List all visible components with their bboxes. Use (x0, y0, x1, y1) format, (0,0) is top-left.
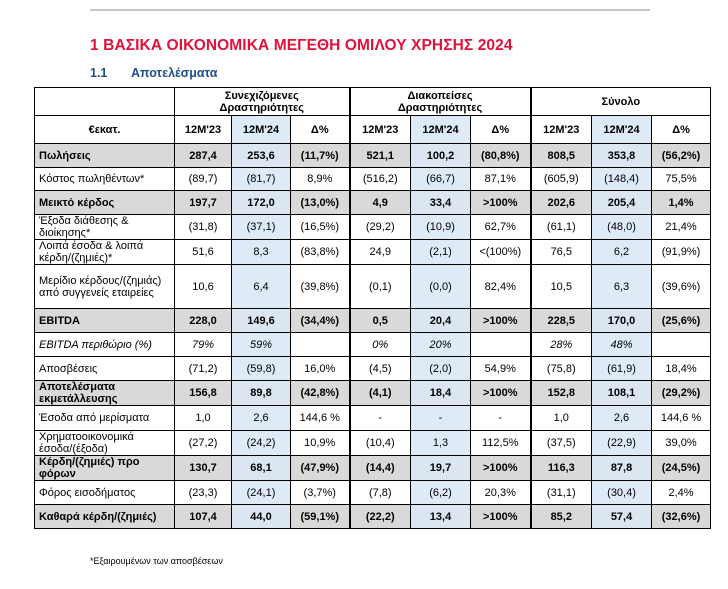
table-cell: - (471, 406, 531, 431)
subsection-title-text: Αποτελέσματα (131, 66, 218, 80)
row-label: Χρηματοοικονομικά έσοδα/(έξοδα) (35, 431, 175, 456)
group-header-continuing: Συνεχιζόμενες Δραστηριότητες (175, 88, 350, 116)
table-row (35, 144, 711, 168)
table-cell: 48% (592, 333, 652, 357)
table-cell: 0% (350, 333, 411, 357)
table-cell: 1,0 (175, 406, 232, 431)
table-cell: 87,1% (471, 168, 531, 191)
table-cell: 10,9% (291, 431, 350, 456)
table-row (35, 265, 711, 309)
table-cell: (4,5) (350, 357, 411, 381)
table-cell: 54,9% (471, 357, 531, 381)
subsection-number: 1.1 (90, 66, 108, 80)
table-cell: 8,9% (291, 168, 350, 191)
table-cell: - (350, 406, 411, 431)
table-cell: 205,4 (592, 191, 652, 215)
table-cell: 130,7 (175, 456, 232, 481)
table-cell: 100,2 (411, 144, 471, 168)
table-cell: 172,0 (232, 191, 291, 215)
table-cell (291, 333, 350, 357)
unit-label: €εκατ. (35, 116, 175, 144)
table-cell: (24,1) (232, 481, 291, 505)
table-cell: 8,3 (232, 240, 291, 265)
table-row (35, 505, 711, 529)
group-header-blank (35, 88, 175, 116)
table-cell: >100% (471, 381, 531, 406)
table-row (35, 357, 711, 381)
table-cell: (0,0) (411, 265, 471, 309)
table-cell: (37,1) (232, 215, 291, 240)
table-cell: 144,6 % (652, 406, 711, 431)
table-cell: (605,9) (531, 168, 592, 191)
table-cell: 6,4 (232, 265, 291, 309)
row-label: Κέρδη/(ζημιές) προ φόρων (35, 456, 175, 481)
table-cell: (10,9) (411, 215, 471, 240)
row-label: EBITDA περιθώριο (%) (35, 333, 175, 357)
table-cell: (48,0) (592, 215, 652, 240)
table-cell: (80,8%) (471, 144, 531, 168)
table-cell: (61,1) (531, 215, 592, 240)
table-cell: (29,2%) (652, 381, 711, 406)
table-cell: (0,1) (350, 265, 411, 309)
table-cell: (24,2) (232, 431, 291, 456)
row-label: Αποσβέσεις (35, 357, 175, 381)
table-cell: (39,6%) (652, 265, 711, 309)
table-cell: 18,4% (652, 357, 711, 381)
table-cell: (61,9) (592, 357, 652, 381)
table-cell: 85,2 (531, 505, 592, 529)
results-table (34, 87, 711, 529)
table-cell: (148,4) (592, 168, 652, 191)
table-cell: (83,8%) (291, 240, 350, 265)
table-cell: 228,0 (175, 309, 232, 333)
table-cell: 33,4 (411, 191, 471, 215)
table-cell: (22,2) (350, 505, 411, 529)
row-label: Έσοδα από μερίσματα (35, 406, 175, 431)
table-cell: (29,2) (350, 215, 411, 240)
table-cell: 228,5 (531, 309, 592, 333)
table-row (35, 191, 711, 215)
row-label: Αποτελέσματα εκμετάλλευσης (35, 381, 175, 406)
table-cell: (37,5) (531, 431, 592, 456)
table-cell: 13,4 (411, 505, 471, 529)
table-cell: (42,8%) (291, 381, 350, 406)
table-cell: 75,5% (652, 168, 711, 191)
table-cell: (39,8%) (291, 265, 350, 309)
table-cell: (27,2) (175, 431, 232, 456)
table-cell: 51,6 (175, 240, 232, 265)
row-label: Έξοδα διάθεσης & διοίκησης* (35, 215, 175, 240)
table-cell: 808,5 (531, 144, 592, 168)
table-cell: (34,4%) (291, 309, 350, 333)
section-number: 1 (90, 37, 99, 54)
table-cell: (4,1) (350, 381, 411, 406)
table-cell: (59,8) (232, 357, 291, 381)
col-header: 12M'23 (175, 116, 232, 144)
table-cell: 19,7 (411, 456, 471, 481)
table-cell: 39,0% (652, 431, 711, 456)
table-row (35, 381, 711, 406)
row-label: Φόρος εισοδήματος (35, 481, 175, 505)
table-cell: 149,6 (232, 309, 291, 333)
table-cell: 170,0 (592, 309, 652, 333)
table-cell: (14,4) (350, 456, 411, 481)
group-header-total: Σύνολο (531, 88, 711, 116)
table-cell: >100% (471, 309, 531, 333)
table-cell: 44,0 (232, 505, 291, 529)
table-cell: 108,1 (592, 381, 652, 406)
col-header: Δ% (291, 116, 350, 144)
row-label: Πωλήσεις (35, 144, 175, 168)
col-header: 12M'24 (592, 116, 652, 144)
table-cell: (2,1) (411, 240, 471, 265)
table-cell: >100% (471, 191, 531, 215)
footnote: *Εξαιρουμένων των αποσβέσεων (90, 556, 223, 566)
table-cell: (31,8) (175, 215, 232, 240)
table-cell: 79% (175, 333, 232, 357)
row-label: EBITDA (35, 309, 175, 333)
table-cell: 152,8 (531, 381, 592, 406)
table-cell: 112,5% (471, 431, 531, 456)
table-cell: 16,0% (291, 357, 350, 381)
table-cell: 57,4 (592, 505, 652, 529)
table-cell: (10,4) (350, 431, 411, 456)
table-row (35, 240, 711, 265)
table-cell: 253,6 (232, 144, 291, 168)
group-header-row (35, 88, 711, 116)
table-cell: >100% (471, 505, 531, 529)
table-cell: 28% (531, 333, 592, 357)
table-cell: 107,4 (175, 505, 232, 529)
table-cell: 20,4 (411, 309, 471, 333)
table-cell: 2,6 (592, 406, 652, 431)
table-cell: 89,8 (232, 381, 291, 406)
table-cell: 20% (411, 333, 471, 357)
table-cell: 4,9 (350, 191, 411, 215)
table-cell: 68,1 (232, 456, 291, 481)
table-cell: (56,2%) (652, 144, 711, 168)
col-header: 12M'24 (411, 116, 471, 144)
table-cell: (2,0) (411, 357, 471, 381)
table-cell: (25,6%) (652, 309, 711, 333)
table-cell: (22,9) (592, 431, 652, 456)
table-cell: 1,4% (652, 191, 711, 215)
table-cell: 2,4% (652, 481, 711, 505)
table-cell: 1,0 (531, 406, 592, 431)
table-cell: (75,8) (531, 357, 592, 381)
table-cell: (66,7) (411, 168, 471, 191)
table-cell: 287,4 (175, 144, 232, 168)
table-cell: (516,2) (350, 168, 411, 191)
section-title (90, 37, 513, 55)
table-cell: 197,7 (175, 191, 232, 215)
table-cell: 0,5 (350, 309, 411, 333)
table-cell: 521,1 (350, 144, 411, 168)
table-row (35, 481, 711, 505)
table-row (35, 168, 711, 191)
top-divider (90, 9, 650, 11)
col-header: Δ% (471, 116, 531, 144)
row-label: Καθαρά κέρδη/(ζημιές) (35, 505, 175, 529)
table-cell: <(100%) (471, 240, 531, 265)
table-cell: (47,9%) (291, 456, 350, 481)
row-label: Κόστος πωληθέντων* (35, 168, 175, 191)
table-cell: 10,6 (175, 265, 232, 309)
col-header: 12M'24 (232, 116, 291, 144)
table-cell: 202,6 (531, 191, 592, 215)
table-cell: - (411, 406, 471, 431)
table-cell: 62,7% (471, 215, 531, 240)
table-cell: >100% (471, 456, 531, 481)
row-label: Μεικτό κέρδος (35, 191, 175, 215)
table-row (35, 333, 711, 357)
table-cell: 76,5 (531, 240, 592, 265)
row-label: Μερίδιο κέρδους/(ζημιάς) από συγγενείς εταιρείες (35, 265, 175, 309)
col-header: 12M'23 (531, 116, 592, 144)
table-row (35, 406, 711, 431)
table-cell: 116,3 (531, 456, 592, 481)
table-cell (652, 333, 711, 357)
table-cell: (24,5%) (652, 456, 711, 481)
row-label: Λοιπά έσοδα & λοιπά κέρδη/(ζημιές)* (35, 240, 175, 265)
table-cell: (11,7%) (291, 144, 350, 168)
table-cell: 24,9 (350, 240, 411, 265)
table-cell: (89,7) (175, 168, 232, 191)
table-cell: 87,8 (592, 456, 652, 481)
table-cell: 59% (232, 333, 291, 357)
table-cell: 82,4% (471, 265, 531, 309)
col-header: 12M'23 (350, 116, 411, 144)
table-cell: 21,4% (652, 215, 711, 240)
table-cell: 18,4 (411, 381, 471, 406)
table-cell: (30,4) (592, 481, 652, 505)
table-cell: 1,3 (411, 431, 471, 456)
table-row (35, 215, 711, 240)
table-cell: (59,1%) (291, 505, 350, 529)
table-cell: 6,2 (592, 240, 652, 265)
table-cell: (23,3) (175, 481, 232, 505)
section-title-text: ΒΑΣΙΚΑ ΟΙΚΟΝΟΜΙΚΑ ΜΕΓΕΘΗ ΟΜΙΛΟΥ ΧΡΗΣΗΣ 2024 (103, 37, 513, 54)
group-header-discontinued: Διακοπείσες Δραστηριότητες (350, 88, 531, 116)
table-row (35, 456, 711, 481)
table-cell: (16,5%) (291, 215, 350, 240)
table-cell (471, 333, 531, 357)
col-header: Δ% (652, 116, 711, 144)
table-cell: 353,8 (592, 144, 652, 168)
table-cell: 156,8 (175, 381, 232, 406)
table-cell: (91,9%) (652, 240, 711, 265)
table-cell: (7,8) (350, 481, 411, 505)
table-cell: (32,6%) (652, 505, 711, 529)
column-header-row (35, 116, 711, 144)
table-cell: (71,2) (175, 357, 232, 381)
table-cell: (31,1) (531, 481, 592, 505)
table-cell: 2,6 (232, 406, 291, 431)
table-cell: (13,0%) (291, 191, 350, 215)
table-cell: 20,3% (471, 481, 531, 505)
table-cell: (3,7%) (291, 481, 350, 505)
table-cell: (6,2) (411, 481, 471, 505)
subsection-title (90, 66, 217, 80)
table-cell: (81,7) (232, 168, 291, 191)
table-cell: 6,3 (592, 265, 652, 309)
table-row (35, 431, 711, 456)
table-cell: 144,6 % (291, 406, 350, 431)
table-cell: 10,5 (531, 265, 592, 309)
table-row (35, 309, 711, 333)
